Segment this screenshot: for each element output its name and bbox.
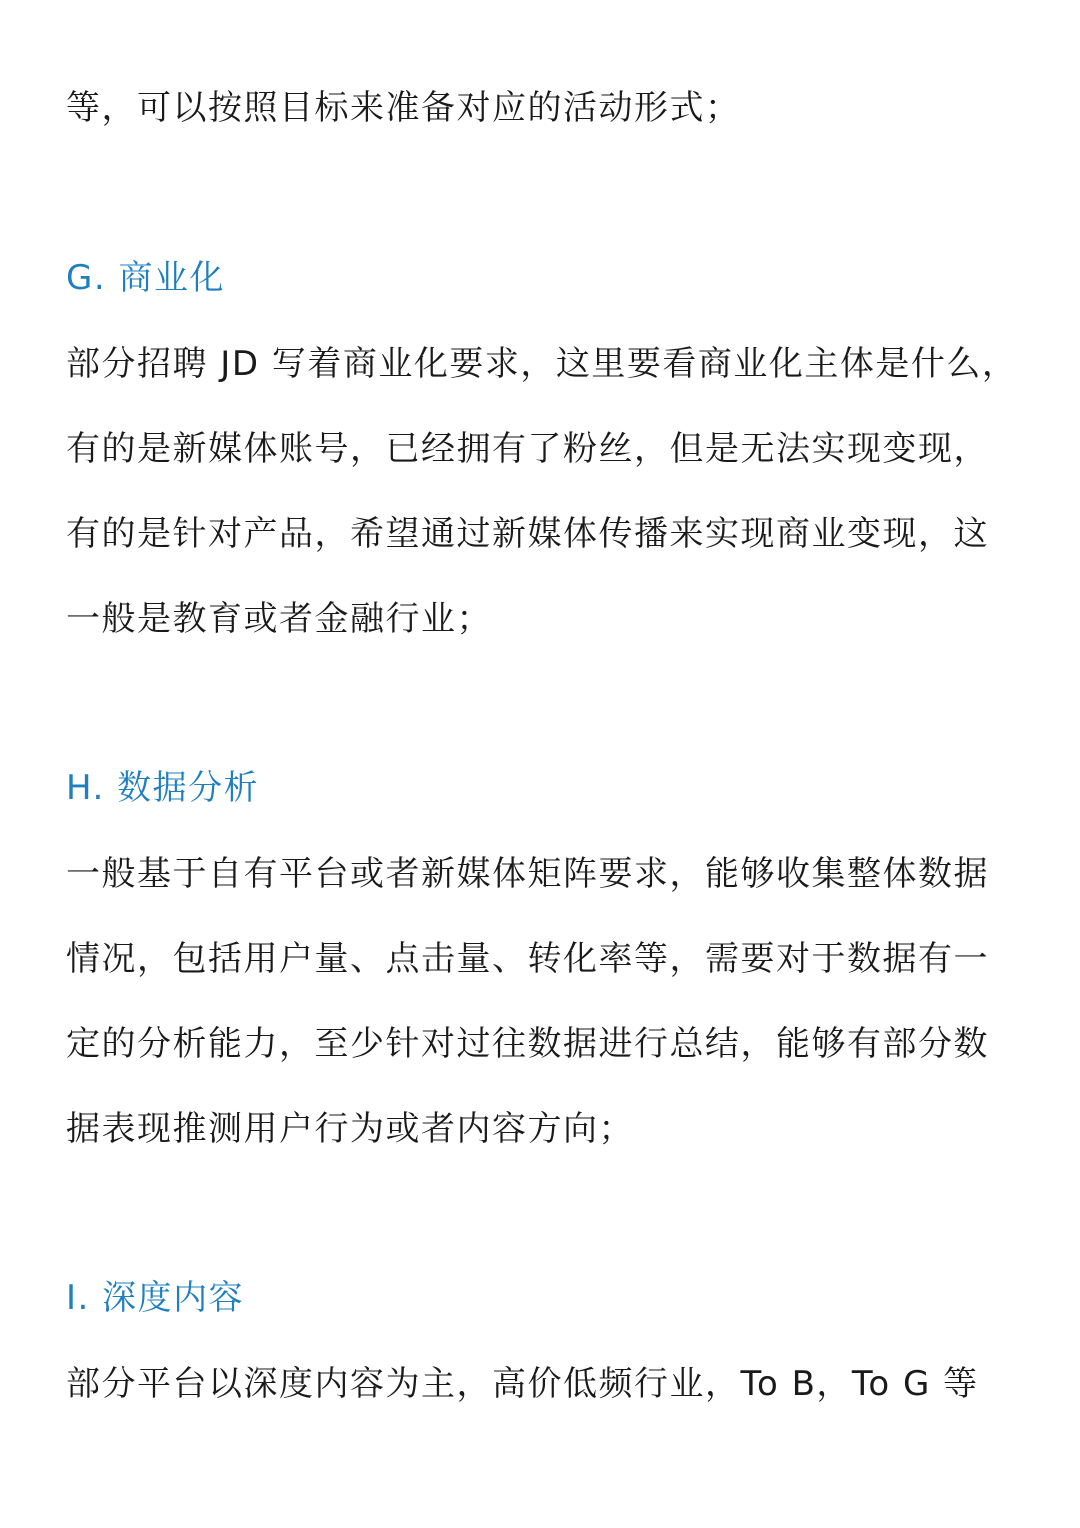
paragraph-line: 部分平台以深度内容为主，高价低频行业，To B，To G 等 (66, 1364, 979, 1404)
paragraph-line: 有的是针对产品，希望通过新媒体传播来实现商业变现，这 (66, 514, 989, 554)
paragraph-line: 定的分析能力，至少针对过往数据进行总结，能够有部分数 (66, 1024, 989, 1064)
paragraph-line: 一般是教育或者金融行业； (66, 599, 492, 639)
paragraph-line: 情况，包括用户量、点击量、转化率等，需要对于数据有一 (66, 939, 989, 979)
intro-paragraph-line: 等，可以按照目标来准备对应的活动形式； (66, 88, 741, 128)
paragraph-line: 有的是新媒体账号，已经拥有了粉丝，但是无法实现变现， (66, 429, 989, 469)
section-heading-in-depth-content: I. 深度内容 (66, 1278, 245, 1318)
section-heading-data-analysis: H. 数据分析 (66, 768, 260, 808)
paragraph-line: 一般基于自有平台或者新媒体矩阵要求，能够收集整体数据 (66, 854, 989, 894)
paragraph-line: 据表现推测用户行为或者内容方向； (66, 1109, 634, 1149)
paragraph-line: 部分招聘 JD 写着商业化要求，这里要看商业化主体是什么， (66, 344, 1018, 384)
section-heading-commercialization: G. 商业化 (66, 258, 225, 298)
